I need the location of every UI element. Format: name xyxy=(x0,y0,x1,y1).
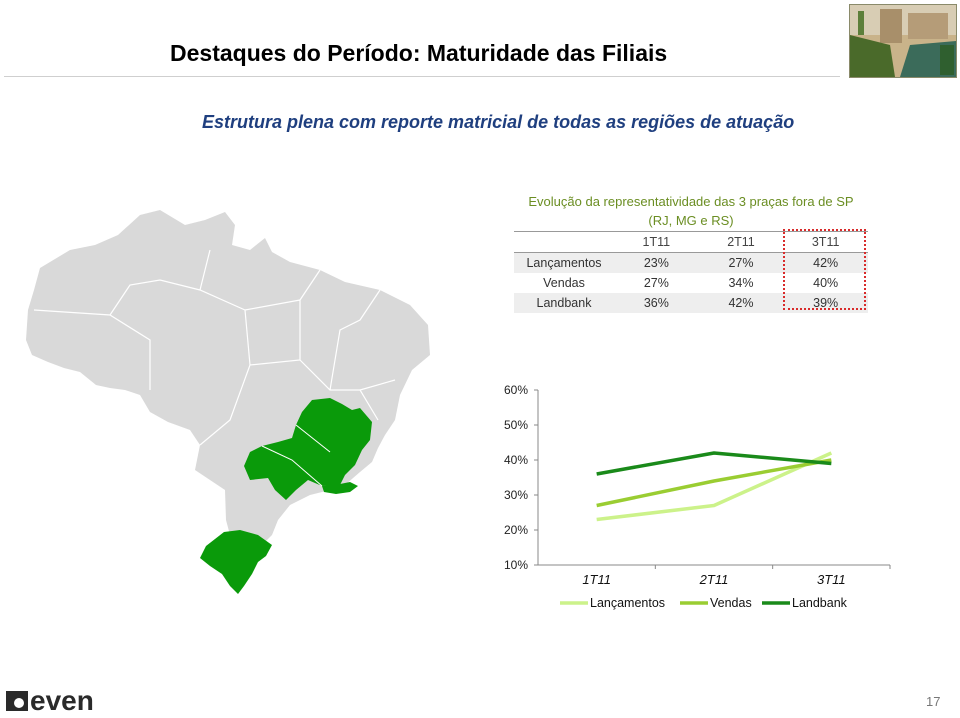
legend-label: Lançamentos xyxy=(590,596,666,610)
table-cell: 40% xyxy=(813,276,839,290)
x-tick-label: 1T11 xyxy=(582,572,612,587)
row-label: Lançamentos xyxy=(514,253,614,274)
map-base-region xyxy=(26,210,430,545)
table-heading-line1: Evolução da representatividade das 3 praças fora de SP xyxy=(528,194,854,209)
rio-grande-do-sul-region xyxy=(200,530,272,594)
table-heading xyxy=(514,192,868,230)
y-tick-label: 20% xyxy=(503,523,528,537)
table-header-cell xyxy=(514,232,614,253)
table-cell: 42% xyxy=(699,293,784,313)
table-cell: 27% xyxy=(643,276,669,290)
building-photo xyxy=(849,4,957,78)
table-row xyxy=(514,253,868,274)
series-line-0 xyxy=(597,453,832,520)
page-title: Destaques do Período: Maturidade das Filiais xyxy=(170,40,668,66)
representativeness-table xyxy=(514,231,868,313)
y-tick-label: 10% xyxy=(503,558,528,572)
page-number: 17 xyxy=(926,694,941,709)
line-chart xyxy=(490,375,910,630)
brazil-map xyxy=(0,190,440,615)
y-tick-label: 40% xyxy=(503,453,528,467)
legend-label: Vendas xyxy=(710,596,752,610)
table-header-cell: 2T11 xyxy=(699,232,784,253)
y-tick-label: 30% xyxy=(503,488,528,502)
y-tick-label: 50% xyxy=(503,418,528,432)
table-cell: 23% xyxy=(614,253,699,274)
table-row xyxy=(514,293,868,313)
row-label: Vendas xyxy=(543,276,585,290)
even-logo xyxy=(6,685,126,718)
table-cell: 34% xyxy=(728,276,754,290)
table-cell: 36% xyxy=(614,293,699,313)
logo-wordmark: even xyxy=(30,685,94,713)
table-heading-line2: (RJ, MG e RS) xyxy=(648,213,734,228)
table-cell: 39% xyxy=(783,293,868,313)
y-tick-label: 60% xyxy=(503,383,528,397)
table-cell: 27% xyxy=(699,253,784,274)
x-tick-label: 2T11 xyxy=(699,572,729,587)
legend-label: Landbank xyxy=(792,596,847,610)
table-header-cell: 1T11 xyxy=(614,232,699,253)
title-divider xyxy=(4,76,840,77)
row-label: Landbank xyxy=(514,293,614,313)
x-tick-label: 3T11 xyxy=(816,572,846,587)
table-cell: 42% xyxy=(783,253,868,274)
table-header-cell: 3T11 xyxy=(783,232,868,253)
page-subtitle: Estrutura plena com reporte matricial de todas as regiões de atuação xyxy=(202,112,795,132)
table-row xyxy=(514,273,868,293)
series-line-2 xyxy=(597,453,832,474)
table-header-row xyxy=(514,232,868,253)
